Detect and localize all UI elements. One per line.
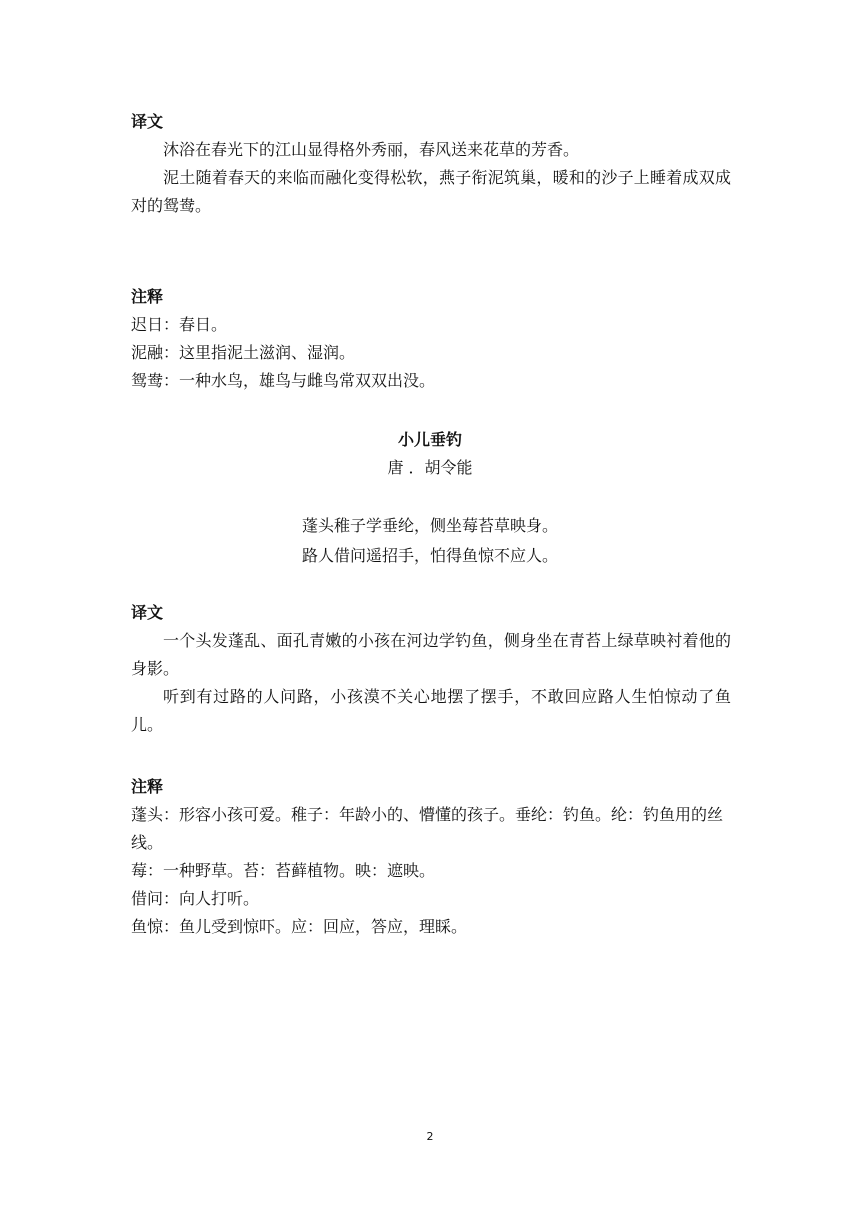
- note-item: 泥融：这里指泥土滋润、湿润。: [131, 343, 356, 362]
- translation-paragraph: 一个头发蓬乱、面孔青嫩的小孩在河边学钓鱼，侧身坐在青苔上绿草映衬着他的身影。: [131, 631, 731, 678]
- poem-title: 小儿垂钓: [397, 430, 462, 449]
- note-item: 蓬头：形容小孩可爱。稚子：年龄小的、懵懂的孩子。垂纶：钓鱼。纶：钓鱼用的丝线。: [131, 805, 724, 852]
- note-item: 迟日：春日。: [131, 315, 228, 334]
- page-number: 2: [426, 1130, 434, 1143]
- note-item: 鸳鸯：一种水鸟，雄鸟与雌鸟常双双出没。: [131, 371, 436, 390]
- translation-paragraph: 沐浴在春光下的江山显得格外秀丽，春风送来花草的芳香。: [163, 140, 580, 159]
- translation-paragraph: 泥土随着春天的来临而融化变得松软，燕子衔泥筑巢，暖和的沙子上睡着成双成对的鸳鸯。: [131, 168, 731, 215]
- note-item: 鱼惊：鱼儿受到惊吓。应：回应，答应，理睬。: [131, 917, 468, 936]
- notes-section-1: [131, 283, 731, 395]
- note-item: 莓：一种野草。苔：苔藓植物。映：遮映。: [131, 861, 436, 880]
- translation-heading: 译文: [131, 112, 164, 131]
- poem-line: 路人借问遥招手，怕得鱼惊不应人。: [301, 546, 558, 565]
- notes-heading: 注释: [131, 777, 164, 796]
- translation-section-2: [131, 599, 731, 739]
- translation-paragraph: 听到有过路的人问路，小孩漠不关心地摆了摆手，不敢回应路人生怕惊动了鱼儿。: [131, 687, 731, 734]
- notes-heading: 注释: [131, 287, 164, 306]
- notes-section-2: [131, 773, 731, 941]
- translation-heading: 译文: [131, 603, 164, 622]
- note-item: 借问：向人打听。: [131, 889, 260, 908]
- translation-section-1: [131, 108, 731, 220]
- poem-author: 唐 ．胡令能: [387, 458, 473, 477]
- poem-line: 蓬头稚子学垂纶，侧坐莓苔草映身。: [301, 516, 558, 535]
